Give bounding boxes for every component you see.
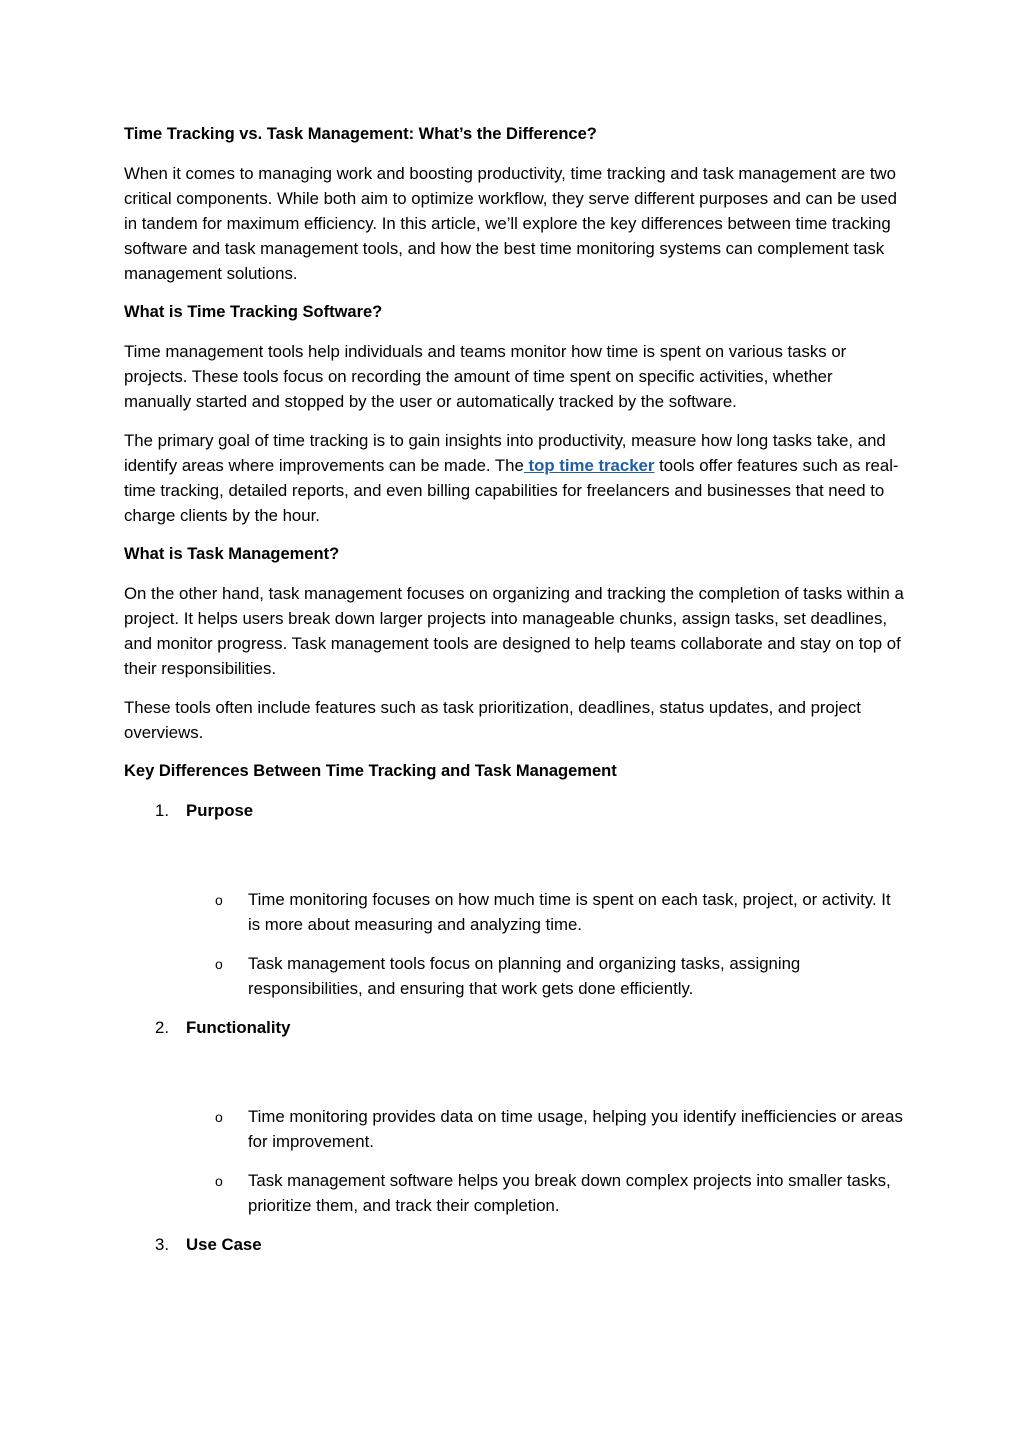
time-tracking-paragraph-1: Time management tools help individuals and teams monitor how time is spent on various tasks or projects. These tools focus on recording the amount of time spent on specific activities, whether manually started and stopped by the user or automatically tracked by the software. — [124, 342, 847, 411]
item-label: Use Case — [186, 1235, 262, 1254]
spacer — [124, 1054, 904, 1104]
item-label: Purpose — [186, 801, 254, 820]
section-heading-key-differences: Key Differences Between Time Tracking and Task Management — [124, 762, 617, 780]
circle-bullet-icon: o — [215, 1109, 223, 1125]
sub-bullet-item — [124, 1168, 904, 1218]
sub-bullet-text: Time monitoring provides data on time usage, helping you identify inefficiencies or areas for improvement. — [248, 1107, 903, 1151]
sub-bullet-item — [124, 1104, 904, 1154]
section-heading-time-tracking: What is Time Tracking Software? — [124, 303, 383, 321]
sub-bullet-item — [124, 951, 904, 1001]
top-time-tracker-link[interactable]: top time tracker — [523, 456, 655, 475]
document-title: Time Tracking vs. Task Management: What’s the Difference? — [124, 125, 597, 143]
task-management-paragraph-2: These tools often include features such as task prioritization, deadlines, status updates, and project overviews. — [124, 698, 861, 742]
sub-bullet-text: Task management tools focus on planning and organizing tasks, assigning responsibilities, and ensuring that work gets done efficiently. — [248, 954, 801, 998]
document-page — [124, 122, 904, 1271]
numbered-item-purpose — [124, 798, 904, 823]
intro-paragraph: When it comes to managing work and boosting productivity, time tracking and task management are two critical components. While both aim to optimize workflow, they serve different purposes and can be used in tandem for maximum efficiency. In this article, we’ll explore the key differences between time tracking software and task management tools, and how the best time monitoring systems can complement task management solutions. — [124, 164, 897, 283]
item-number: 1. — [155, 801, 169, 820]
spacer — [124, 837, 904, 887]
sub-bullet-text: Time monitoring focuses on how much time is spent on each task, project, or activity. It is more about measuring and analyzing time. — [248, 890, 891, 934]
sub-bullet-item — [124, 887, 904, 937]
item-label: Functionality — [186, 1018, 291, 1037]
circle-bullet-icon: o — [215, 1173, 223, 1189]
time-tracking-paragraph-2 — [124, 428, 904, 528]
section-heading-task-management: What is Task Management? — [124, 545, 340, 563]
numbered-item-functionality — [124, 1015, 904, 1040]
circle-bullet-icon: o — [215, 892, 223, 908]
circle-bullet-icon: o — [215, 956, 223, 972]
item-number: 3. — [155, 1235, 169, 1254]
item-number: 2. — [155, 1018, 169, 1037]
sub-bullet-text: Task management software helps you break down complex projects into smaller tasks, prioritize them, and track their completion. — [248, 1171, 891, 1215]
task-management-paragraph-1: On the other hand, task management focuses on organizing and tracking the completion of tasks within a project. It helps users break down larger projects into manageable chunks, assign tasks, set deadlines, and monitor progress. Task management tools are designed to help teams collaborate and stay on top of their responsibilities. — [124, 584, 904, 678]
paragraph-text-before-link: The primary goal of time tracking is to gain insights into productivity, measure how long tasks take, and identify areas where improvements can be made. The — [124, 431, 886, 475]
paragraph-text-after-link: tools offer features such as real-time tracking, detailed reports, and even billing capabilities for freelancers and businesses that need to charge clients by the hour. — [124, 456, 899, 525]
numbered-item-use-case — [124, 1232, 904, 1257]
